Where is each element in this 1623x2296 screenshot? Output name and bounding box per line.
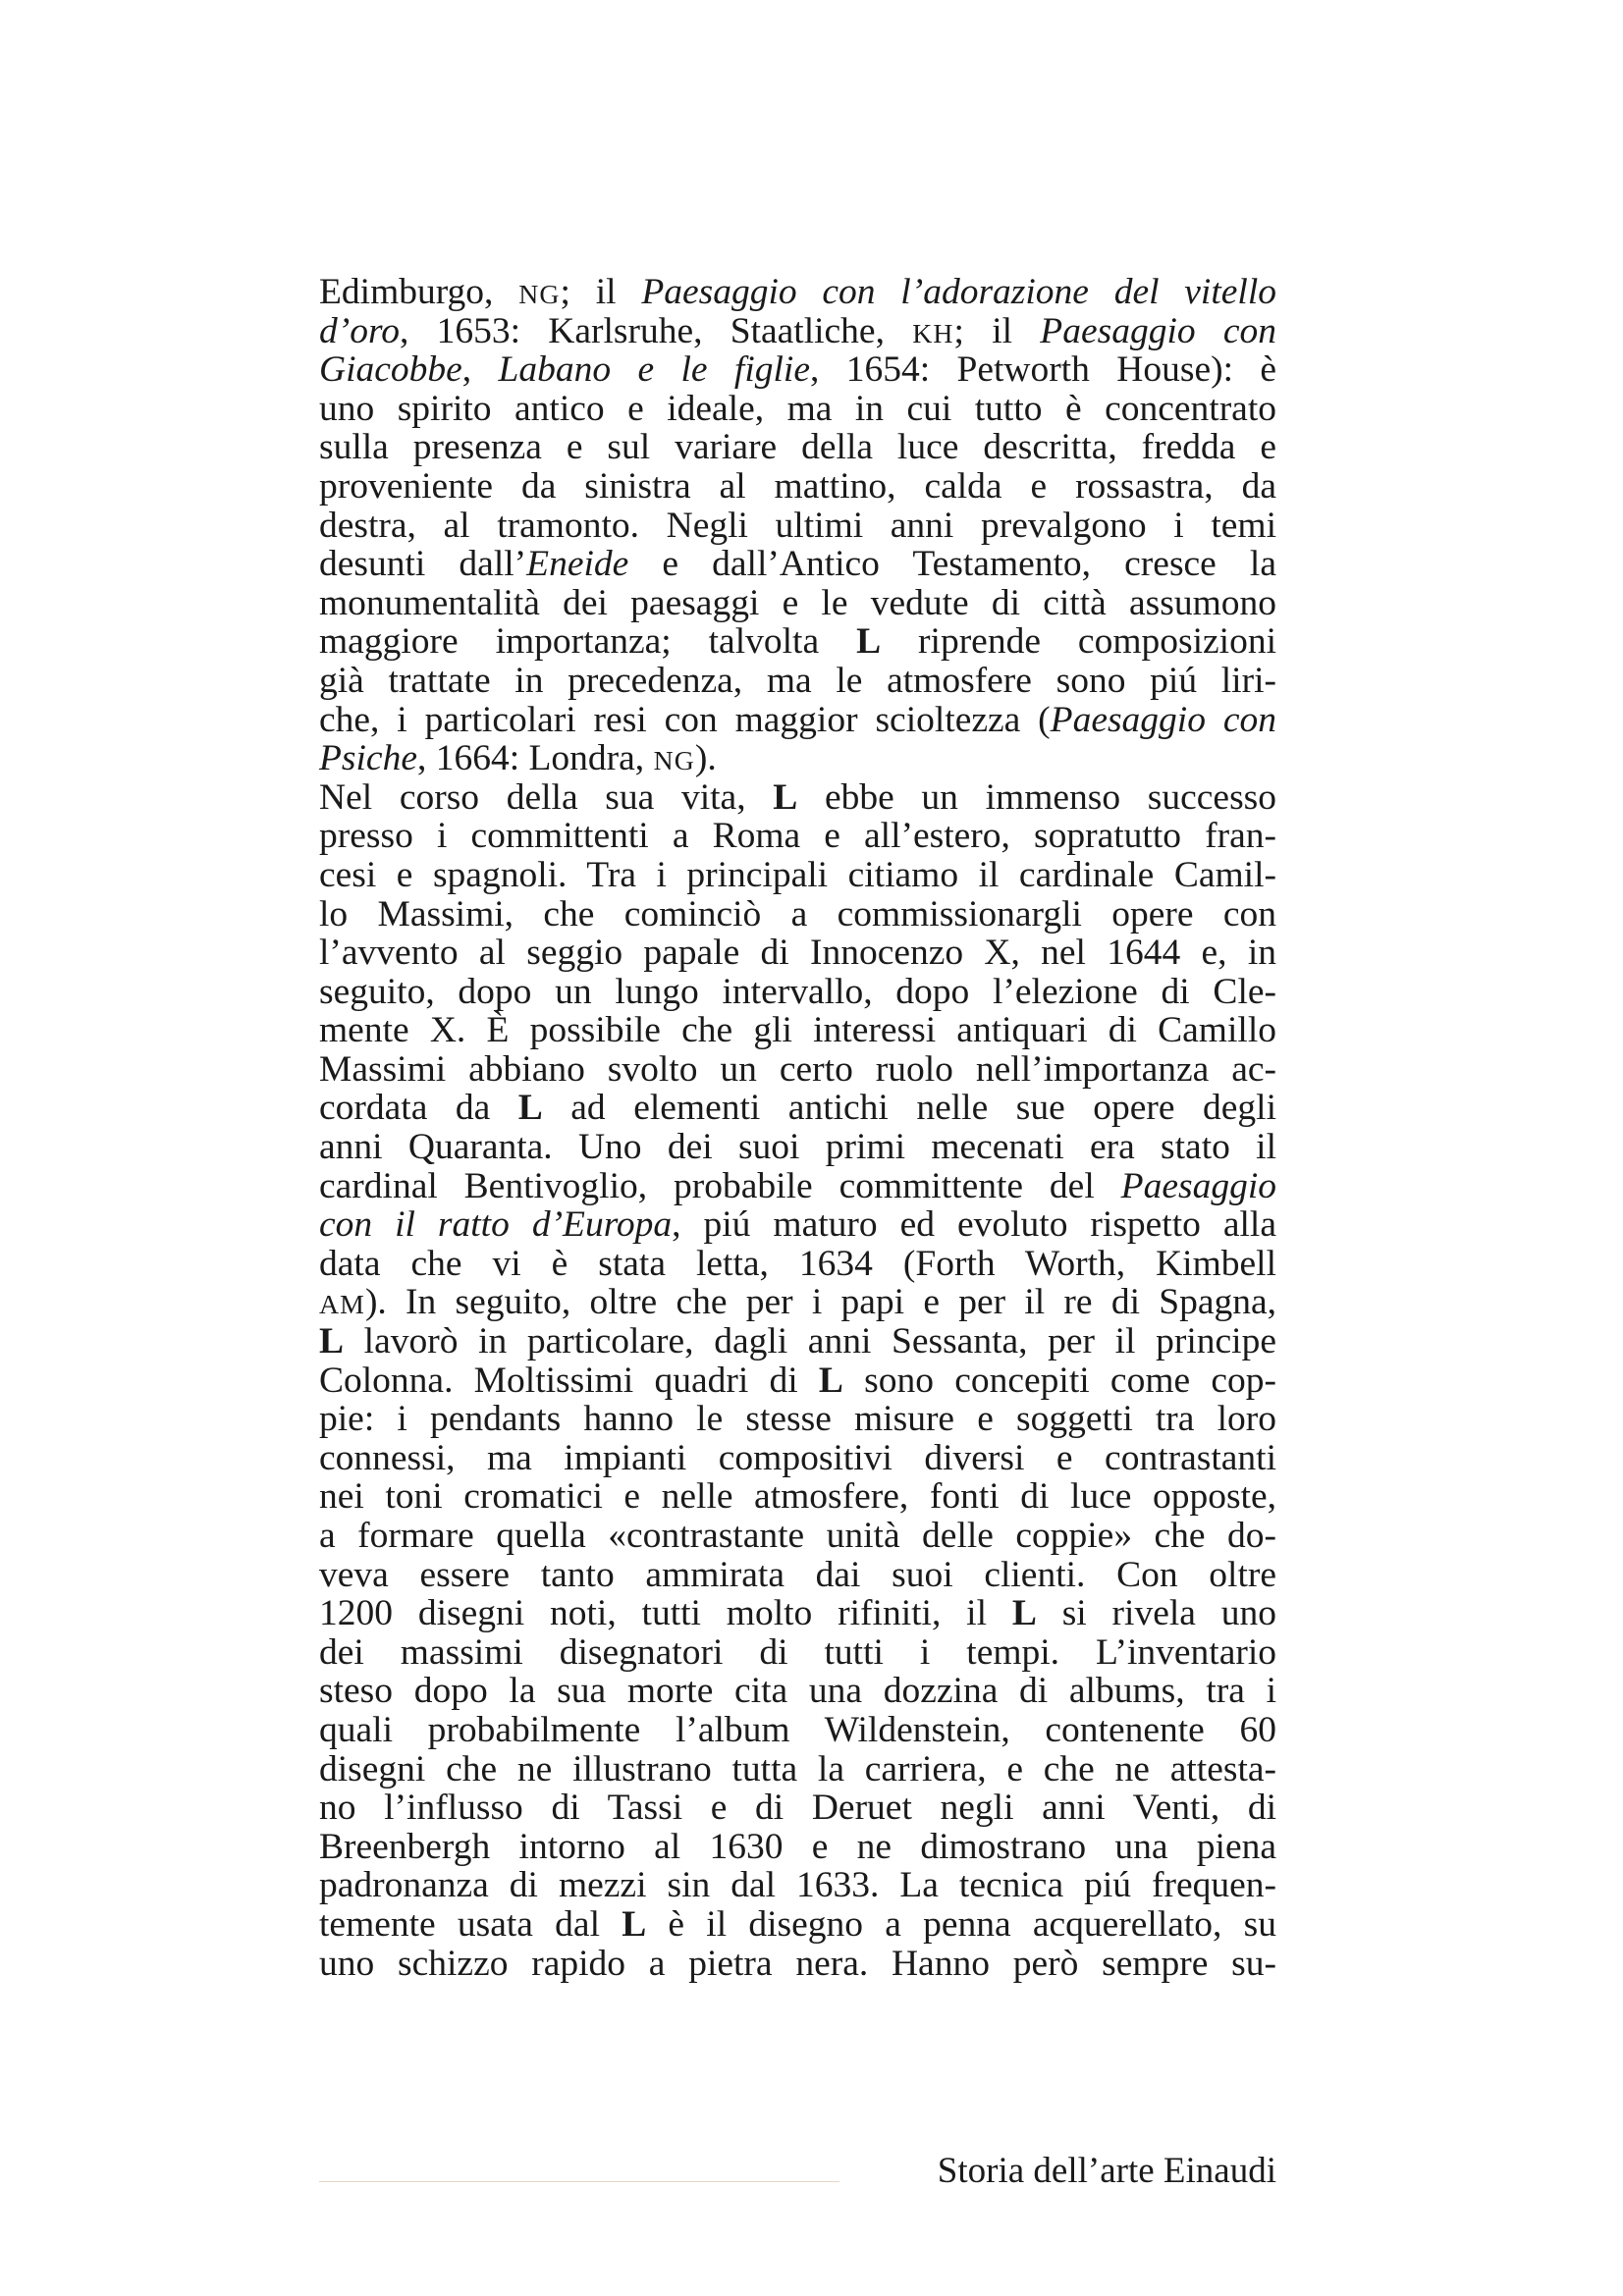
text-segment: , [461, 349, 499, 391]
text-segment: e dall’Antico Testamento, cresce la [628, 544, 1276, 585]
text-segment: , 1654: Petworth House): è [810, 349, 1276, 391]
text-line [319, 1672, 1276, 1711]
text-segment: ebbe un immenso successo [797, 776, 1277, 818]
text-line [319, 778, 1276, 818]
text-line [319, 701, 1276, 740]
text-line [319, 1362, 1276, 1401]
text-line [319, 622, 1276, 662]
text-segment: maggiore importanza; talvolta [319, 621, 857, 663]
small-caps-abbreviation: KH [912, 318, 954, 349]
text-segment: è il disegno a penna acquerellato, su [646, 1903, 1276, 1945]
text-line [319, 428, 1276, 467]
text-segment: che, i particolari resi con maggior scioltezza ( [319, 699, 1051, 740]
bold-initial: L [517, 1088, 543, 1129]
text-segment: riprende composizioni [881, 621, 1276, 663]
text-line [319, 545, 1276, 584]
text-segment: proveniente da sinistra al mattino, calda e rossastra, da [319, 465, 1276, 507]
text-line [319, 1011, 1276, 1050]
text-line [319, 1905, 1276, 1945]
text-line [319, 1556, 1276, 1595]
text-segment: ; il [560, 272, 642, 312]
text-segment: steso dopo la sua morte cita una dozzina di albums, tra i [319, 1671, 1276, 1712]
bold-initial: L [818, 1360, 843, 1401]
bold-initial: L [856, 621, 882, 663]
page-footer [319, 2150, 1276, 2199]
text-segment: uno spirito antico e ideale, ma in cui tutto è concentrato [319, 388, 1276, 429]
text-segment: si rivela uno [1036, 1593, 1276, 1634]
text-line [319, 1050, 1276, 1090]
text-segment: cordata da [319, 1088, 518, 1129]
italic-title: Paesaggio con [1050, 699, 1276, 740]
text-line [319, 662, 1276, 701]
text-line [319, 1789, 1276, 1828]
text-segment: Breenbergh intorno al 1630 e ne dimostrano una piena [319, 1826, 1276, 1867]
text-segment: destra, al tramonto. Negli ultimi anni prevalgono i temi [319, 505, 1276, 546]
text-line [319, 1089, 1276, 1128]
text-line [319, 739, 1276, 778]
text-segment: sulla presenza e sul variare della luce descritta, fredda e [319, 427, 1276, 468]
text-segment: ). [694, 738, 717, 779]
text-line [319, 1750, 1276, 1789]
text-segment: Colonna. Moltissimi quadri di [319, 1360, 819, 1401]
text-line [319, 1128, 1276, 1167]
text-segment: sono concepiti come cop- [842, 1360, 1277, 1401]
text-line [319, 934, 1276, 973]
text-line [319, 1400, 1276, 1439]
text-segment: disegni che ne illustrano tutta la carriera, e che ne attesta- [319, 1748, 1276, 1789]
small-caps-abbreviation: NG [518, 280, 561, 310]
text-segment: desunti dall’ [319, 544, 527, 585]
text-segment: l’avvento al seggio papale di Innocenzo X, nel 1644 e, in [319, 933, 1276, 974]
text-segment: dei massimi disegnatori di tutti i tempi. L’inventario [319, 1631, 1276, 1673]
text-segment: Edimburgo, [319, 272, 519, 312]
text-line [319, 817, 1276, 856]
text-segment: a formare quella «contrastante unità delle coppie» che do- [319, 1516, 1276, 1556]
text-line [319, 1322, 1276, 1362]
text-segment: lavorò in particolare, dagli anni Sessanta, per il principe [344, 1321, 1276, 1362]
text-line [319, 390, 1276, 429]
small-caps-abbreviation: NG [653, 746, 695, 777]
text-segment: 1200 disegni noti, tutti molto rifiniti, il [319, 1593, 1012, 1634]
text-segment: , 1653: Karlsruhe, Staatliche, [399, 310, 913, 351]
text-segment: quali probabilmente l’album Wildenstein, contenente 60 [319, 1709, 1276, 1750]
italic-title: con il ratto d’Europa [319, 1204, 673, 1246]
text-segment: seguito, dopo un lungo intervallo, dopo l’elezione di Cle- [319, 971, 1276, 1012]
text-segment: ; il [953, 310, 1041, 351]
text-line [319, 467, 1276, 507]
text-segment: temente usata dal [319, 1903, 622, 1945]
text-segment: ad elementi antichi nelle sue opere degli [542, 1088, 1277, 1129]
text-segment: nei toni cromatici e nelle atmosfere, fonti di luce opposte, [319, 1476, 1276, 1518]
bold-initial: L [1011, 1593, 1037, 1634]
text-segment: Massimi abbiano svolto un certo ruolo nell’importanza ac- [319, 1048, 1276, 1090]
text-line [319, 1245, 1276, 1284]
text-segment: , piú maturo ed evoluto rispetto alla [672, 1204, 1276, 1246]
italic-title: Paesaggio con l’adorazione del vitello [641, 272, 1277, 312]
text-segment: no l’influsso di Tassi e di Deruet negli anni Venti, di [319, 1788, 1276, 1829]
small-caps-abbreviation: AM [319, 1290, 365, 1321]
text-segment: data che vi è stata letta, 1634 (Forth Worth, Kimbell [319, 1243, 1276, 1284]
text-line [319, 1711, 1276, 1750]
text-line [319, 584, 1276, 623]
text-segment: veva essere tanto ammirata dai suoi clienti. Con oltre [319, 1554, 1276, 1595]
text-line [319, 1594, 1276, 1633]
text-segment: presso i committenti a Roma e all’estero, sopratutto fran- [319, 816, 1276, 857]
text-segment: già trattate in precedenza, ma le atmosfere sono piú liri- [319, 660, 1276, 701]
bold-initial: L [773, 776, 798, 818]
text-segment: connessi, ma impianti compositivi diversi e contrastanti [319, 1437, 1276, 1478]
body-text [319, 273, 1276, 1983]
text-line [319, 273, 1276, 312]
italic-title: Paesaggio con [1040, 310, 1277, 351]
text-segment: , 1664: Londra, [416, 738, 654, 779]
text-line [319, 1205, 1276, 1245]
italic-title: Psiche [319, 738, 417, 779]
text-segment: cesi e spagnoli. Tra i principali citiamo il cardinale Camil- [319, 854, 1276, 895]
footer-title: Storia dell’arte Einaudi [937, 2151, 1276, 2191]
text-line [319, 1167, 1276, 1206]
italic-title: Eneide [526, 544, 629, 585]
text-line [319, 1283, 1276, 1322]
text-segment: anni Quaranta. Uno dei suoi primi mecenati era stato il [319, 1127, 1276, 1168]
italic-title: Paesaggio [1120, 1165, 1276, 1206]
text-line [319, 1866, 1276, 1905]
bold-initial: L [622, 1903, 647, 1945]
italic-title: Giacobbe [319, 349, 462, 391]
text-line [319, 1517, 1276, 1556]
text-line [319, 895, 1276, 934]
text-line [319, 973, 1276, 1012]
text-line [319, 1477, 1276, 1517]
text-line [319, 1633, 1276, 1673]
italic-title: Labano e le figlie [498, 349, 810, 391]
footer-rule [319, 2181, 839, 2182]
text-line [319, 1828, 1276, 1867]
text-segment: uno schizzo rapido a pietra nera. Hanno però sempre su- [319, 1943, 1276, 1984]
text-segment: pie: i pendants hanno le stesse misure e soggetti tra loro [319, 1399, 1276, 1440]
text-segment: mente X. È possibile che gli interessi antiquari di Camillo [319, 1010, 1276, 1051]
text-line [319, 1945, 1276, 1984]
text-segment: cardinal Bentivoglio, probabile committente del [319, 1165, 1121, 1206]
text-segment: padronanza di mezzi sin dal 1633. La tecnica piú frequen- [319, 1865, 1276, 1906]
text-line [319, 1439, 1276, 1478]
text-line [319, 312, 1276, 351]
text-segment: Nel corso della sua vita, [319, 776, 774, 818]
text-line [319, 507, 1276, 546]
text-segment: lo Massimi, che cominciò a commissionargli opere con [319, 893, 1276, 934]
text-segment: monumentalità dei paesaggi e le vedute di città assumono [319, 582, 1276, 623]
text-line [319, 856, 1276, 895]
text-segment: ). In seguito, oltre che per i papi e per il re di Spagna, [364, 1282, 1276, 1323]
bold-initial: L [319, 1321, 345, 1362]
text-line [319, 350, 1276, 390]
italic-title: d’oro [319, 310, 400, 351]
